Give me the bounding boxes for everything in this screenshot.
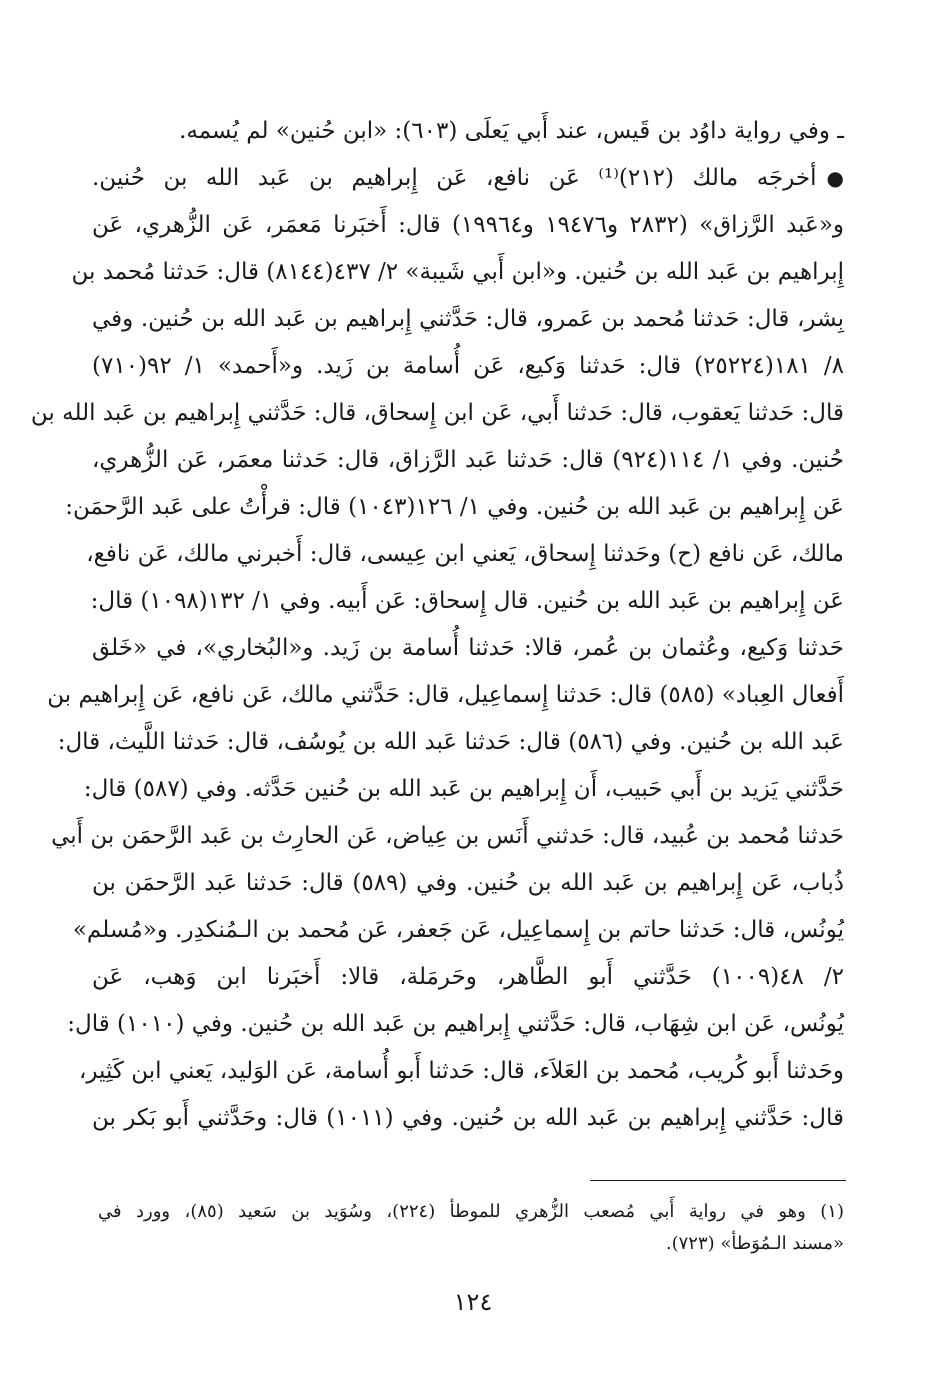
- footnote-block: [98, 1196, 844, 1260]
- bullet-icon: ●: [826, 166, 844, 190]
- text-line: يُونُس، عَن ابن شِهَاب، قال: حَدَّثني إِبراهيم بن عَبد الله بن حُنين. وفي (١٠١٠) قال:: [67, 1011, 844, 1037]
- main-text-block: [30, 108, 845, 1142]
- text-line: و«عَبد الرَّزاق» (٢٨٣٢ و١٩٤٧٦ و١٩٩٦٤) قال: أَخبَرنا مَعمَر، عَن الزُّهري، عَن: [92, 212, 845, 238]
- text-line: عَن إِبراهيم بن عَبد الله بن حُنين. قال إِسحاق: عَن أَبيه. وفي ١/ ١٣٢(١٠٩٨) قال:: [90, 588, 844, 614]
- text-line: ٨/ ١٨١(٢٥٢٢٤) قال: حَدثنا وَكيع، عَن أُسامة بن زَيد. و«أَحمد» ١/ ٩٢(٧١٠): [92, 353, 845, 379]
- text-line: بِشر، قال: حَدثنا مُحمد بن عَمرو، قال: حَدَّثني إِبراهيم بن عَبد الله بن حُنين. وفي: [92, 306, 844, 332]
- text-line-content: أخرجَه مالك (٢١٢)⁽¹⁾ عَن نافع، عَن إِبراهيم بن عَبد الله بن حُنين.: [92, 165, 817, 191]
- text-line: قال: حَدَّثني إِبراهيم بن عَبد الله بن حُنين. وفي (١٠١١) قال: وحَدَّثني أَبو بَكر بن: [92, 1105, 844, 1131]
- text-line: ذُباب، عَن إِبراهيم بن عَبد الله بن حُنين. وفي (٥٨٩) قال: حَدثنا عَبد الرَّحمَن بن: [92, 870, 844, 896]
- footnote-separator: [590, 1180, 846, 1181]
- text-line: قال: حَدثنا يَعقوب، قال: حَدثنا أَبي، عَن ابن إِسحاق، قال: حَدَّثني إِبراهيم بن عَبد الله بن: [30, 400, 844, 426]
- text-line: عَن إِبراهيم بن عَبد الله بن حُنين. وفي ١/ ١٢٦(١٠٤٣) قال: قرأْتُ على عَبد الرَّحمَن:: [65, 494, 844, 520]
- text-line: مالك، عَن نافع (ح) وحَدثنا إِسحاق، يَعني ابن عِيسى، قال: أَخبرني مالك، عَن نافع،: [86, 541, 844, 567]
- page-number: ١٢٤: [453, 1288, 493, 1316]
- text-line: وحَدثنا أَبو كُريب، مُحمد بن العَلاَء، قال: حَدثنا أَبو أُسامة، عَن الوَليد، يَعني ابن كَثِير،: [78, 1058, 844, 1084]
- text-line: يُونُس، قال: حَدثنا حاتم بن إِسماعِيل، عَن جَعفر، عَن مُحمد بن الـمُنكدِر. و«مُسلم»: [72, 917, 844, 943]
- footnote-line: «مسند الـمُوَطأ» (٧٢٣).: [665, 1233, 844, 1254]
- text-line: حَدَّثني يَزيد بن أَبي حَبيب، أَن إِبراهيم بن عَبد الله بن حُنين حَدَّثه. وفي (٥٨٧) قال:: [83, 776, 844, 802]
- text-line: حَدثنا وَكيع، وعُثمان بن عُمر، قالا: حَدثنا أُسامة بن زَيد. و«البُخاري»، في «خَلق: [92, 635, 844, 661]
- text-line: إِبراهيم بن عَبد الله بن حُنين. و«ابن أَبي شَيبة» ٢/ ٤٣٧(٨١٤٤) قال: حَدثنا مُحمد بن: [71, 259, 844, 285]
- text-line: عَبد الله بن حُنين. وفي (٥٨٦) قال: حَدثنا عَبد الله بن يُوسُف، قال: حَدثنا اللَّيث، قال:: [57, 729, 844, 755]
- text-line: حَدثنا مُحمد بن عُبيد، قال: حَدثني أَنَس بن عِياض، عَن الحارِث بن عَبد الرَّحمَن بن أَبي: [51, 823, 844, 849]
- text-line: ـ وفي رواية داوُد بن قَيس، عند أَبي يَعلَى (٦٠٣): «ابن حُنين» لم يُسمه.: [179, 118, 844, 144]
- text-line: حُنين. وفي ١/ ١١٤(٩٢٤) قال: حَدثنا عَبد الرَّزاق، قال: حَدثنا معمَر، عَن الزُّهري،: [92, 447, 844, 473]
- footnote-line: (١) وهو في رواية أَبي مُصعب الزُّهري للموطأ (٢٢٤)، وسُوَيد بن سَعيد (٨٥)، وورد في: [98, 1201, 844, 1222]
- text-line: [92, 155, 844, 202]
- text-line: ٢/ ٤٨(١٠٠٩) حَدَّثني أَبو الطَّاهر، وحَرمَلة، قالا: أَخبَرنا ابن وَهب، عَن: [92, 964, 844, 990]
- text-line: أَفعال العِباد» (٥٨٥) قال: حَدثنا إِسماعِيل، قال: حَدَّثني مالك، عَن نافع، عَن إِبراهيم بن: [47, 682, 844, 708]
